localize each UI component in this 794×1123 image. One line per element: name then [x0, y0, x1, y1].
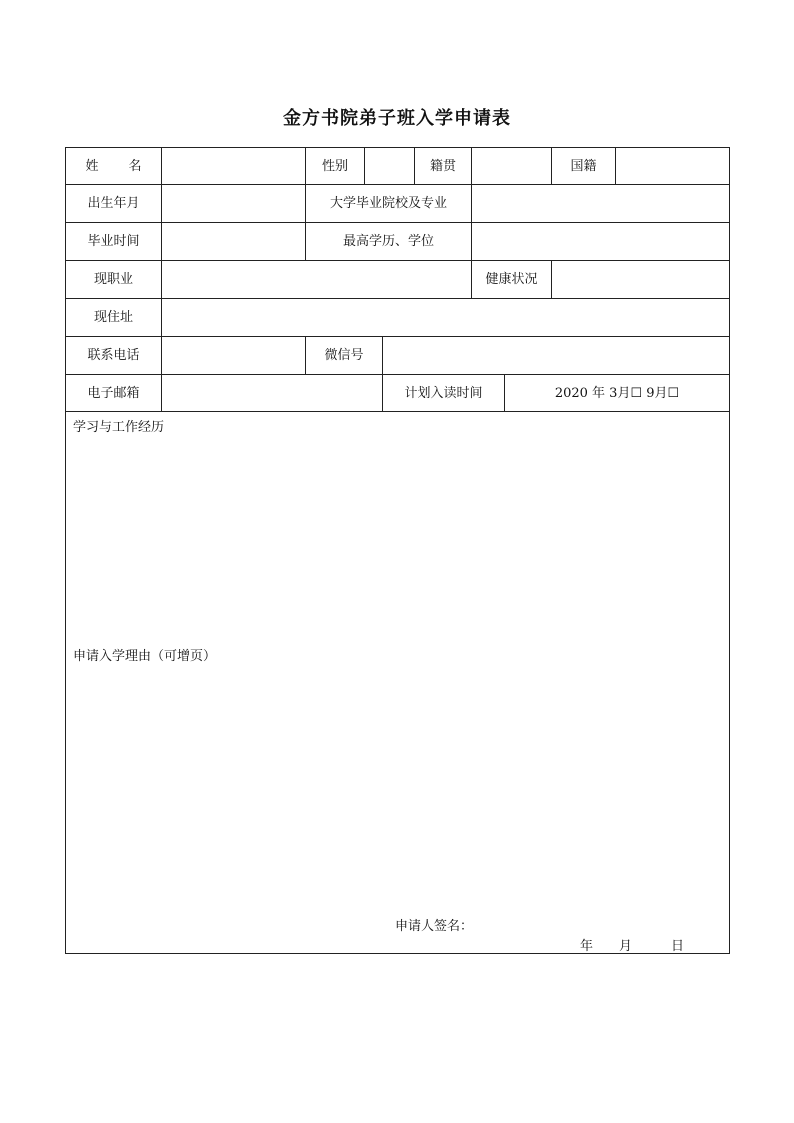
- graduation-input[interactable]: [161, 222, 306, 261]
- name-input[interactable]: [161, 147, 306, 185]
- address-input[interactable]: [161, 298, 730, 337]
- nationality-label: 国籍: [551, 147, 616, 185]
- native-place-input[interactable]: [471, 147, 552, 185]
- nationality-input[interactable]: [615, 147, 730, 185]
- plan-label: 计划入读时间: [382, 374, 505, 412]
- signature-label: 申请人签名：: [395, 919, 474, 934]
- gender-input[interactable]: [364, 147, 415, 185]
- occupation-input[interactable]: [161, 260, 472, 299]
- health-input[interactable]: [551, 260, 730, 299]
- plan-value[interactable]: 2020 年 3月☐ 9月☐: [504, 374, 730, 412]
- phone-label: 联系电话: [65, 336, 162, 375]
- health-label: 健康状况: [471, 260, 552, 299]
- name-label-part2: 名: [128, 158, 142, 174]
- degree-label: 最高学历、学位: [305, 222, 472, 261]
- degree-input[interactable]: [471, 222, 730, 261]
- wechat-input[interactable]: [382, 336, 730, 375]
- graduation-label: 毕业时间: [65, 222, 162, 261]
- date-line: 年 月 日: [580, 939, 685, 954]
- gender-label: 性别: [305, 147, 365, 185]
- name-label-cell: [65, 147, 162, 185]
- university-input[interactable]: [471, 184, 730, 223]
- essay-area[interactable]: [65, 411, 730, 954]
- address-label: 现住址: [65, 298, 162, 337]
- birth-input[interactable]: [161, 184, 306, 223]
- wechat-label: 微信号: [305, 336, 383, 375]
- phone-input[interactable]: [161, 336, 306, 375]
- occupation-label: 现职业: [65, 260, 162, 299]
- native-place-label: 籍贯: [414, 147, 472, 185]
- form-title: 金方书院弟子班入学申请表: [283, 108, 511, 129]
- email-label: 电子邮箱: [65, 374, 162, 412]
- reason-label: 申请入学理由（可增页）: [73, 649, 217, 664]
- birth-label: 出生年月: [65, 184, 162, 223]
- university-label: 大学毕业院校及专业: [305, 184, 472, 223]
- experience-label: 学习与工作经历: [73, 420, 165, 435]
- email-input[interactable]: [161, 374, 383, 412]
- name-label-part1: 姓: [85, 158, 99, 174]
